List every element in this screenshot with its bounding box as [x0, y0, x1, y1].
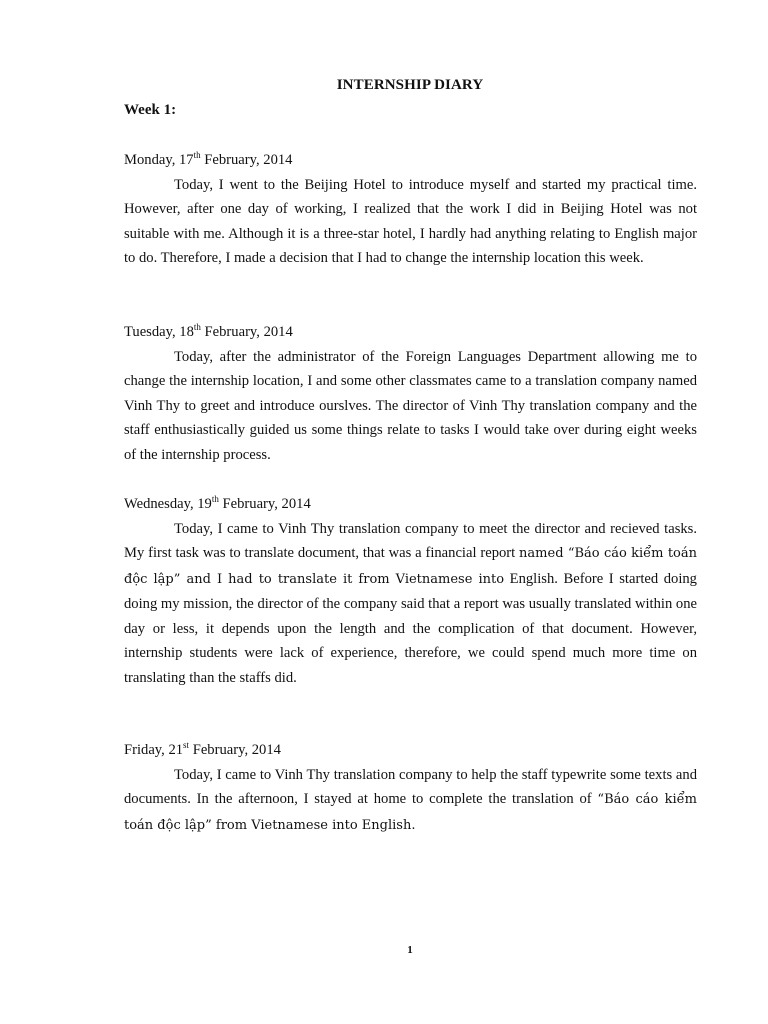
entry-text: Today, I went to the Beijing Hotel to introduce myself and started my practical time. However, after one day of working, I realized that the work I did in Beijing Hotel was not suitable with me. Although it is a three-star hotel, I hardly had anything relating to English major to do. Therefore, I made a decision that I had to change the internship location this week. — [124, 176, 697, 266]
diary-entry-tuesday — [124, 320, 697, 467]
diary-entry-monday — [124, 148, 697, 271]
entry-date: Friday, 21st February, 2014 — [124, 740, 281, 758]
week-heading: Week 1: — [124, 102, 177, 118]
entry-text: Today, I came to Vinh Thy translation company to meet the director and recieved tasks. My first task was to translate document, that was a financial report named “Báo cáo kiểm toán độc lập” and I had to translate it from Vietnamese into English. Before I started doing doing my mission, the director of the company said that a report was usually translated within one day or less, it depends upon the length and the complication of that document. However, internship students were lack of experience, therefore, we could spend much more time on translating than the staffs did. — [124, 520, 697, 686]
page-number: 1 — [407, 944, 413, 956]
entry-date: Wednesday, 19th February, 2014 — [124, 494, 311, 512]
document-title: INTERNSHIP DIARY — [336, 77, 484, 93]
entry-text: Today, I came to Vinh Thy translation company to help the staff typewrite some texts and documents. In the afternoon, I stayed at home to complete the translation of “Báo cáo kiểm toán độc lập” from Vietnamese into English. — [124, 766, 697, 833]
diary-entry-friday — [124, 738, 697, 838]
entry-date: Monday, 17th February, 2014 — [124, 150, 293, 168]
entry-date: Tuesday, 18th February, 2014 — [124, 322, 293, 340]
entry-text: Today, after the administrator of the Foreign Languages Department allowing me to change the internship location, I and some other classmates came to a translation company named Vinh Thy to greet and introduce ourslves. The director of Vinh Thy translation company and the staff enthusiastically guided us some things relate to tasks I would take over during eight weeks of the internship process. — [124, 348, 697, 463]
diary-entry-wednesday — [124, 492, 697, 690]
